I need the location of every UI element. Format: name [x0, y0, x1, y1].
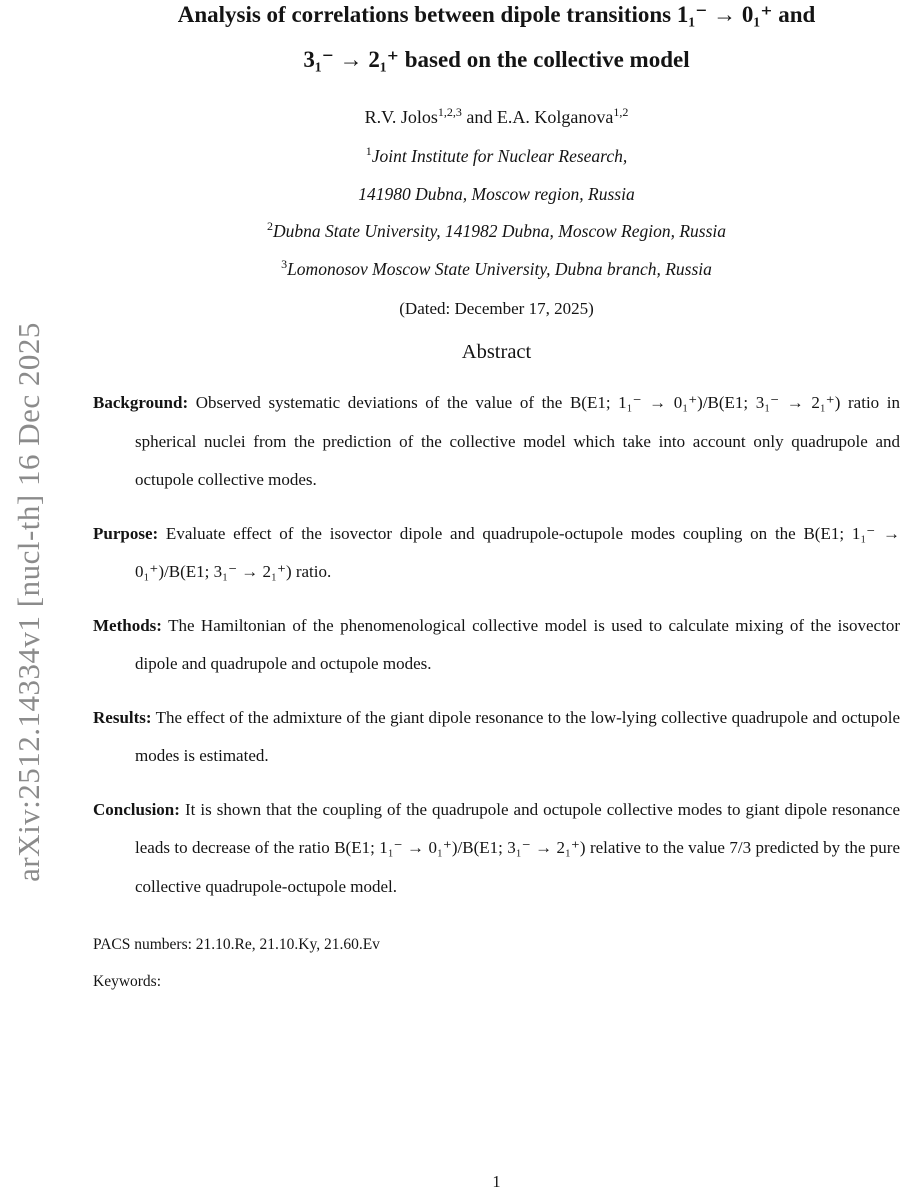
abstract-section-results [93, 699, 900, 776]
paper-title [93, 0, 900, 82]
affiliation-text-2: 141980 Dubna, Moscow region, Russia [358, 183, 635, 204]
affiliation-line-2 [93, 176, 900, 214]
author-name-2: E.A. Kolganova [496, 107, 614, 127]
abstract-section-label: Methods: [93, 615, 162, 635]
abstract-section-label: Results: [93, 707, 152, 727]
author-name-1: R.V. Jolos [364, 107, 438, 127]
abstract-section-text: Evaluate effect of the isovector dipole and quadrupole-octupole modes coupling on the B(E1; 1₁⁻ → 0₁⁺)/B(E1; 3₁⁻ → 2₁⁺) ratio. [135, 523, 900, 581]
paper-title-line1: Analysis of correlations between dipole transitions 1₁⁻ → 0₁⁺ and [177, 2, 816, 27]
affiliation-line-4 [93, 251, 900, 289]
affiliation-text-1: Joint Institute for Nuclear Research, [371, 146, 628, 166]
authors-line [93, 104, 900, 130]
affiliation-line-1 [93, 138, 900, 176]
abstract-section-text: The effect of the admixture of the giant dipole resonance to the low-lying collective quadrupole and octupole modes is estimated. [135, 707, 900, 765]
paper-page [93, 0, 900, 1000]
affiliation-line-3 [93, 213, 900, 251]
abstract-body [93, 384, 900, 906]
authors-joiner: and [461, 107, 497, 127]
affiliation-text-3: Dubna State University, 141982 Dubna, Moscow Region, Russia [272, 221, 727, 241]
pacs-line [93, 926, 900, 963]
affiliation-marker-3: 2 [266, 219, 273, 234]
abstract-section-conclusion [93, 791, 900, 907]
paper-meta [93, 926, 900, 1000]
abstract-section-label: Background: [93, 393, 189, 412]
abstract-section-methods [93, 607, 900, 684]
pacs-value: 21.10.Re, 21.10.Ky, 21.60.Ev [191, 936, 380, 953]
pacs-label: PACS numbers: [93, 936, 192, 953]
author-affiliation-marker-2: 1,2 [613, 105, 629, 119]
author-affiliation-marker-1: 1,2,3 [437, 105, 462, 119]
affiliations-block [93, 138, 900, 288]
paper-title-line2: 3₁⁻ → 2₁⁺ based on the collective model [303, 47, 690, 72]
affiliation-text-4: Lomonosov Moscow State University, Dubna branch, Russia [287, 258, 712, 279]
abstract-section-text: The Hamiltonian of the phenomenological collective model is used to calculate mixing of the isovector dipole and quadrupole and octupole modes. [135, 615, 900, 673]
abstract-section-background [93, 384, 900, 500]
dated-line: (Dated: December 17, 2025) [399, 299, 594, 318]
affiliation-marker-1: 1 [365, 144, 372, 159]
affiliation-marker-4: 3 [281, 256, 288, 271]
abstract-heading: Abstract [461, 341, 532, 363]
abstract-section-label: Conclusion: [93, 799, 180, 819]
keywords-label: Keywords: [93, 973, 162, 990]
abstract-section-text: Observed systematic deviations of the value of the B(E1; 1₁⁻ → 0₁⁺)/B(E1; 3₁⁻ → 2₁⁺) ratio in spherical nuclei from the prediction of the collective model which take into account only quadrupole and octupole collective modes. [135, 393, 900, 489]
page-number: 1 [492, 1172, 501, 1191]
keywords-line [93, 963, 900, 1000]
abstract-section-label: Purpose: [93, 523, 159, 543]
abstract-section-text: It is shown that the coupling of the quadrupole and octupole collective modes to giant dipole resonance leads to decrease of the ratio B(E1; 1₁⁻ → 0₁⁺)/B(E1; 3₁⁻ → 2₁⁺) relative to the value 7/3 predicted by the pure collective quadrupole-octupole model. [135, 799, 900, 896]
abstract-section-purpose [93, 515, 900, 592]
arxiv-watermark: arXiv:2512.14334v1 [nucl-th] 16 Dec 2025 [11, 322, 46, 882]
